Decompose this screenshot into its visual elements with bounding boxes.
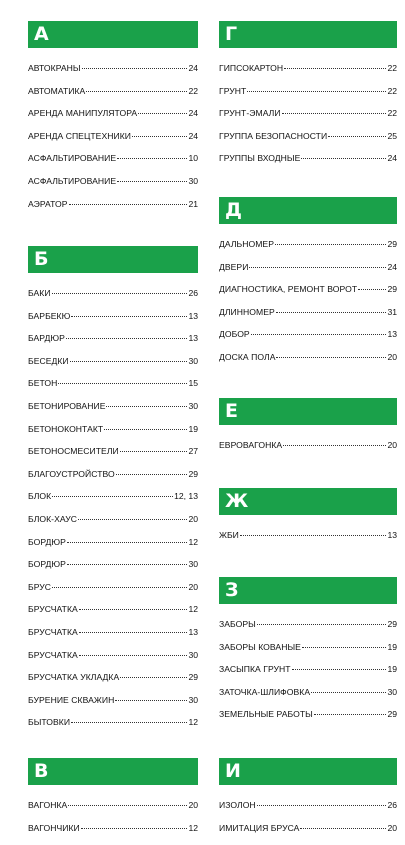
entry-label: ДЛИННОМЕР (219, 306, 275, 317)
index-entry[interactable] (28, 576, 198, 599)
dot-leader (68, 805, 187, 806)
entry-page-number: 29 (188, 672, 198, 683)
dot-leader (275, 244, 386, 245)
dot-leader (86, 91, 187, 92)
entry-page-number: 12 (188, 717, 198, 728)
dot-leader (120, 451, 188, 452)
index-entry[interactable] (28, 418, 198, 441)
index-entry[interactable] (28, 598, 198, 621)
entry-label: ЗАТОЧКА-ШЛИФОВКА (219, 686, 311, 697)
entry-label: БЕСЕДКИ (28, 355, 69, 366)
section-e (219, 398, 397, 457)
entry-label: АВТОМАТИКА (28, 85, 86, 96)
section-z (219, 577, 397, 726)
index-entry[interactable] (219, 434, 397, 457)
index-entry[interactable] (28, 794, 198, 817)
index-entry[interactable] (28, 463, 198, 486)
index-entry[interactable] (219, 301, 397, 324)
index-entry[interactable] (219, 703, 397, 726)
index-entry[interactable] (28, 80, 198, 103)
dot-leader (292, 669, 387, 670)
dot-leader (106, 406, 187, 407)
entry-label: БЛАГОУСТРОЙСТВО (28, 468, 115, 479)
entry-label: ДИАГНОСТИКА, РЕМОНТ ВОРОТ (219, 284, 358, 295)
dot-leader (52, 293, 188, 294)
entry-page-number: 22 (387, 85, 397, 96)
entry-label: БЕТОНОКОНТАКТ (28, 423, 104, 434)
index-entry[interactable] (28, 147, 198, 170)
entry-page-number: 26 (188, 288, 198, 298)
index-entry[interactable] (219, 278, 397, 301)
dot-leader (66, 338, 188, 339)
section-letter: Ж (225, 490, 249, 512)
entry-page-number: 12 (188, 604, 198, 615)
entry-label: БРУС (28, 581, 52, 592)
entry-label: ЗАСЫПКА ГРУНТ (219, 664, 291, 675)
entry-list (28, 282, 198, 734)
index-entry[interactable] (28, 440, 198, 463)
index-entry[interactable] (28, 350, 198, 373)
entry-page-number: 30 (188, 559, 198, 570)
index-entry[interactable] (28, 57, 198, 80)
entry-list (219, 233, 397, 369)
index-entry[interactable] (28, 711, 198, 734)
index-entry[interactable] (219, 80, 397, 103)
entry-label: АСФАЛЬТИРОВАНИЕ (28, 153, 117, 164)
index-entry[interactable] (219, 256, 397, 279)
section-letter: Д (225, 199, 243, 221)
index-entry[interactable] (219, 57, 397, 80)
dot-leader (120, 677, 187, 678)
dot-leader (132, 136, 187, 137)
entry-page-number: 19 (387, 664, 397, 675)
entry-page-number: 30 (188, 400, 198, 411)
dot-leader (67, 564, 188, 565)
entry-page-number: 24 (387, 261, 397, 272)
section-letter-header (219, 398, 397, 425)
entry-label: БАРДЮР (28, 333, 65, 344)
entry-label: ДОСКА ПОЛА (219, 351, 276, 362)
entry-page-number: 13 (188, 333, 198, 344)
index-entry[interactable] (28, 508, 198, 531)
entry-label: ВАГОНЧИКИ (28, 822, 80, 833)
entry-label: ИЗОЛОН (219, 800, 256, 810)
entry-page-number: 19 (387, 641, 397, 652)
dot-leader (79, 632, 188, 633)
section-letter: В (34, 760, 49, 782)
entry-page-number: 22 (387, 63, 397, 73)
entry-label: ДАЛЬНОМЕР (219, 239, 274, 249)
index-entry[interactable] (28, 395, 198, 418)
entry-page-number: 20 (188, 800, 198, 810)
entry-list (219, 434, 397, 457)
index-entry[interactable] (219, 147, 397, 170)
section-letter-header (28, 246, 198, 273)
dot-leader (247, 91, 386, 92)
entry-page-number: 13 (188, 626, 198, 637)
section-letter: А (34, 23, 50, 45)
entry-label: ЕВРОВАГОНКА (219, 440, 283, 450)
entry-page-number: 30 (188, 694, 198, 705)
entry-label: ГИПСОКАРТОН (219, 63, 284, 73)
dot-leader (302, 647, 387, 648)
index-entry[interactable] (28, 817, 198, 840)
dot-leader (69, 204, 188, 205)
entry-page-number: 20 (387, 440, 397, 450)
section-letter: Е (225, 400, 239, 422)
index-entry[interactable] (219, 636, 397, 659)
entry-label: БЕТОНИРОВАНИЕ (28, 400, 106, 411)
entry-label: ЗАБОРЫ (219, 619, 256, 629)
entry-page-number: 13 (188, 310, 198, 321)
index-entry[interactable] (28, 327, 198, 350)
entry-page-number: 20 (387, 351, 397, 362)
entry-label: ГРУНТ-ЭМАЛИ (219, 108, 281, 119)
section-letter-header (219, 577, 397, 604)
dot-leader (283, 445, 386, 446)
section-letter: Г (225, 23, 238, 45)
dot-leader (282, 113, 387, 114)
section-letter-header (28, 758, 198, 785)
entry-page-number: 20 (188, 581, 198, 592)
entry-page-number: 13 (387, 530, 397, 540)
entry-page-number: 29 (387, 709, 397, 720)
entry-list (219, 794, 397, 839)
index-entry[interactable] (28, 102, 198, 125)
dot-leader (300, 828, 386, 829)
entry-label: БОРДЮР (28, 559, 66, 570)
entry-label: ГРУНТ (219, 85, 247, 96)
entry-label: АРЕНДА СПЕЦТЕХНИКИ (28, 130, 131, 141)
dot-leader (358, 289, 386, 290)
entry-page-number: 13 (387, 329, 397, 340)
entry-label: БЛОК-ХАУС (28, 513, 78, 524)
dot-leader (67, 542, 188, 543)
entry-page-number: 27 (188, 446, 198, 457)
dot-leader (116, 474, 188, 475)
index-entry[interactable] (28, 170, 198, 193)
entry-page-number: 30 (188, 649, 198, 660)
entry-label: БРУСЧАТКА (28, 649, 78, 660)
entry-list (219, 524, 397, 547)
entry-page-number: 29 (387, 619, 397, 629)
dot-leader (52, 587, 187, 588)
entry-page-number: 19 (188, 423, 198, 434)
dot-leader (138, 113, 187, 114)
section-letter-header (219, 758, 397, 785)
section-letter-header (28, 21, 198, 48)
entry-label: АСФАЛЬТИРОВАНИЕ (28, 175, 117, 186)
dot-leader (81, 828, 188, 829)
entry-label: ЗЕМЕЛЬНЫЕ РАБОТЫ (219, 709, 313, 720)
entry-page-number: 20 (387, 822, 397, 833)
section-letter-header (219, 197, 397, 224)
dot-leader (311, 692, 386, 693)
dot-leader (117, 158, 187, 159)
dot-leader (314, 714, 387, 715)
index-entry[interactable] (28, 125, 198, 148)
entry-page-number: 12 (188, 536, 198, 547)
entry-page-number: 29 (387, 284, 397, 295)
entry-page-number: 22 (387, 108, 397, 119)
entry-page-number: 22 (188, 85, 198, 96)
entry-label: БРУСЧАТКА (28, 626, 78, 637)
section-a (28, 21, 198, 215)
index-entry[interactable] (28, 689, 198, 712)
entry-page-number: 31 (387, 306, 397, 317)
section-letter-header (219, 21, 397, 48)
index-entry[interactable] (28, 305, 198, 328)
entry-page-number: 21 (188, 198, 198, 209)
dot-leader (71, 722, 187, 723)
section-letter: И (225, 760, 242, 782)
entry-label: ГРУППА БЕЗОПАСНОСТИ (219, 130, 328, 141)
entry-label: АРЕНДА МАНИПУЛЯТОРА (28, 108, 138, 119)
dot-leader (58, 383, 187, 384)
entry-label: БРУСЧАТКА УКЛАДКА (28, 672, 120, 683)
entry-page-number: 29 (188, 468, 198, 479)
entry-page-number: 24 (188, 63, 198, 73)
section-letter: З (225, 579, 239, 601)
section-letter: Б (34, 248, 49, 270)
index-entry[interactable] (28, 644, 198, 667)
entry-label: БАРБЕКЮ (28, 310, 71, 321)
entry-page-number: 12, 13 (174, 491, 198, 502)
dot-leader (301, 158, 386, 159)
dot-leader (115, 700, 187, 701)
entry-list (28, 794, 198, 839)
dot-leader (328, 136, 386, 137)
index-entry[interactable] (28, 485, 198, 508)
dot-leader (240, 535, 387, 536)
dot-leader (257, 624, 387, 625)
entry-label: ВАГОНКА (28, 800, 68, 810)
entry-list (219, 613, 397, 726)
entry-label: АЭРАТОР (28, 198, 68, 209)
dot-leader (71, 316, 187, 317)
index-entry[interactable] (219, 323, 397, 346)
entry-label: ЗАБОРЫ КОВАНЫЕ (219, 641, 301, 652)
index-entry[interactable] (219, 125, 397, 148)
section-d (219, 197, 397, 369)
dot-leader (251, 334, 387, 335)
index-entry[interactable] (28, 282, 198, 305)
entry-label: ЖБИ (219, 530, 239, 540)
dot-leader (82, 68, 188, 69)
dot-leader (257, 805, 387, 806)
dot-leader (79, 609, 188, 610)
section-zh (219, 488, 397, 547)
dot-leader (79, 655, 188, 656)
index-entry[interactable] (28, 621, 198, 644)
entry-label: ИМИТАЦИЯ БРУСА (219, 822, 300, 833)
dot-leader (104, 429, 187, 430)
index-entry[interactable] (219, 524, 397, 547)
index-entry[interactable] (219, 233, 397, 256)
entry-page-number: 30 (188, 355, 198, 366)
entry-label: БОРДЮР (28, 536, 66, 547)
section-g (219, 21, 397, 170)
entry-label: БРУСЧАТКА (28, 604, 78, 615)
entry-page-number: 24 (387, 153, 397, 164)
index-entry[interactable] (219, 681, 397, 704)
index-entry[interactable] (219, 794, 397, 817)
dot-leader (276, 357, 386, 358)
dot-leader (117, 181, 187, 182)
section-i (219, 758, 397, 839)
section-letter-header (219, 488, 397, 515)
entry-label: БУРЕНИЕ СКВАЖИН (28, 694, 115, 705)
entry-page-number: 26 (387, 800, 397, 810)
section-v (28, 758, 198, 839)
entry-list (28, 57, 198, 215)
dot-leader (284, 68, 386, 69)
entry-page-number: 29 (387, 239, 397, 249)
entry-label: ДВЕРИ (219, 261, 249, 272)
entry-page-number: 30 (387, 686, 397, 697)
index-entry[interactable] (219, 817, 397, 840)
entry-label: БЕТОН (28, 378, 58, 389)
entry-page-number: 30 (188, 175, 198, 186)
entry-label: ДОБОР (219, 329, 250, 340)
entry-page-number: 12 (188, 822, 198, 833)
index-entry[interactable] (28, 372, 198, 395)
entry-label: БАКИ (28, 288, 51, 298)
entry-page-number: 10 (188, 153, 198, 164)
dot-leader (52, 496, 173, 497)
index-entry[interactable] (28, 666, 198, 689)
entry-list (219, 57, 397, 170)
index-entry[interactable] (219, 102, 397, 125)
entry-page-number: 25 (387, 130, 397, 141)
dot-leader (78, 519, 187, 520)
entry-page-number: 24 (188, 130, 198, 141)
index-entry[interactable] (219, 613, 397, 636)
index-entry[interactable] (28, 193, 198, 216)
entry-label: АВТОКРАНЫ (28, 63, 81, 73)
dot-leader (249, 267, 386, 268)
entry-page-number: 24 (188, 108, 198, 119)
entry-page-number: 15 (188, 378, 198, 389)
section-b (28, 246, 198, 734)
entry-label: БЛОК (28, 491, 52, 502)
index-entry[interactable] (219, 346, 397, 369)
entry-label: БЕТОНОСМЕСИТЕЛИ (28, 446, 119, 457)
dot-leader (70, 361, 188, 362)
dot-leader (276, 312, 387, 313)
entry-label: БЫТОВКИ (28, 717, 71, 728)
index-entry[interactable] (28, 553, 198, 576)
entry-label: ГРУППЫ ВХОДНЫЕ (219, 153, 301, 164)
entry-page-number: 20 (188, 513, 198, 524)
index-entry[interactable] (219, 658, 397, 681)
index-entry[interactable] (28, 531, 198, 554)
